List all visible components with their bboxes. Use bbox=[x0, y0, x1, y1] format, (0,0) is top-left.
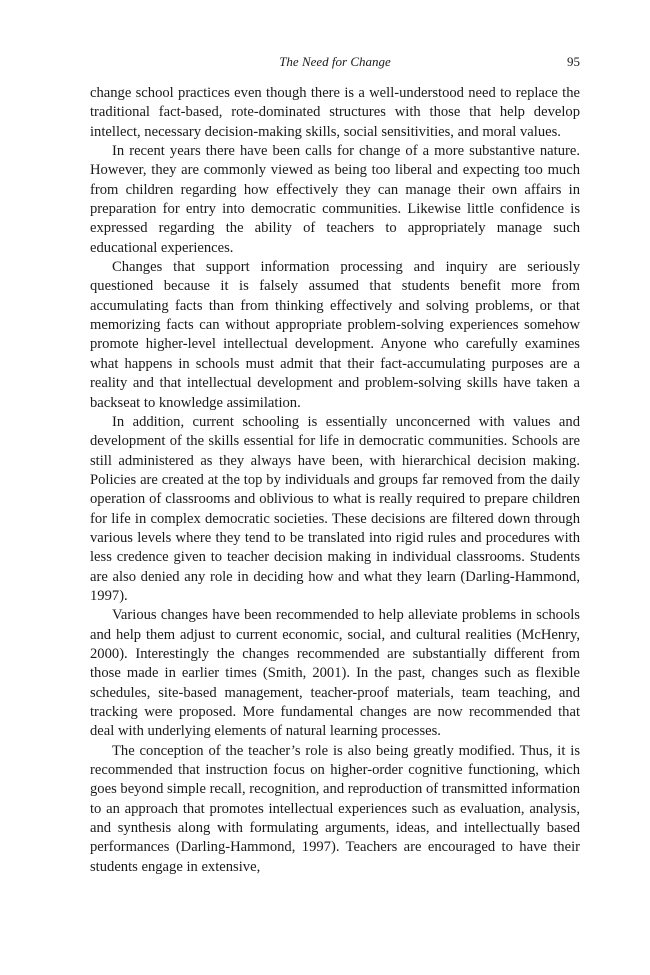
running-head bbox=[90, 54, 580, 72]
paragraph-substantive-change: In recent years there have been calls for change of a more substantive nature. However, they are commonly viewed as being too liberal and expecting too much from children regarding how effectively they can manage their own affairs in preparation for entry into democratic communities. Likewise little confidence is expressed regarding the ability of teachers to appropriately manage such educational experiences. bbox=[90, 143, 580, 256]
paragraph-teacher-role: The conception of the teacher’s role is also being greatly modified. Thus, it is recommended that instruction focus on higher-order cognitive functioning, which goes beyond simple recall, recognition, and reproduction of transmitted information to an approach that promotes intellectual experiences such as evaluation, analysis, and synthesis along with formulating arguments, ideas, and intellectually based performances (Darling-Hammond, 1997). Teachers are encouraged to have their students engage in extensive, bbox=[90, 742, 580, 875]
paragraph-continued: change school practices even though there is a well-understood need to replace the traditional fact-based, rote-dominated structures with those that help develop intellect, necessary decision-making skills, social sensitivities, and moral values. bbox=[90, 85, 580, 140]
body-text bbox=[90, 84, 580, 877]
paragraph-current-schooling: In addition, current schooling is essentially unconcerned with values and development of the skills essential for life in democratic communities. Schools are still administered as they always have been, with hierarchical decision making. Policies are created at the top by individuals and groups far removed from the daily operation of classrooms and oblivious to what is really required to prepare children for life in complex democratic societies. These decisions are filtered down through various levels where they tend to be translated into rigid rules and procedures with less credence given to teacher decision making in individual classrooms. Students are also denied any role in deciding how and what they learn (Darling-Hammond, 1997). bbox=[90, 413, 580, 604]
paragraph-recommended-changes: Various changes have been recommended to help alleviate problems in schools and help them adjust to current economic, social, and cultural realities (McHenry, 2000). Interestingly the changes recommended are substantially different from those made in earlier times (Smith, 2001). In the past, changes such as flexible schedules, site-based management, teacher-proof materials, team teaching, and tracking were proposed. More fundamental changes are now recommended that deal with underlying elements of natural learning processes. bbox=[90, 607, 580, 740]
paragraph-information-processing: Changes that support information processing and inquiry are seriously questioned because it is falsely assumed that students benefit more from accumulating facts than from thinking effectively and solving problems, or that memorizing facts can without appropriate problem-solving experiences somehow promote higher-level intellectual development. Anyone who carefully examines what happens in schools must admit that their fact-accumulating purposes are a reality and that intellectual development and problem-solving skills have taken a backseat to knowledge assimilation. bbox=[90, 259, 580, 411]
running-title: The Need for Change bbox=[279, 54, 391, 69]
page-number: 95 bbox=[567, 54, 580, 69]
